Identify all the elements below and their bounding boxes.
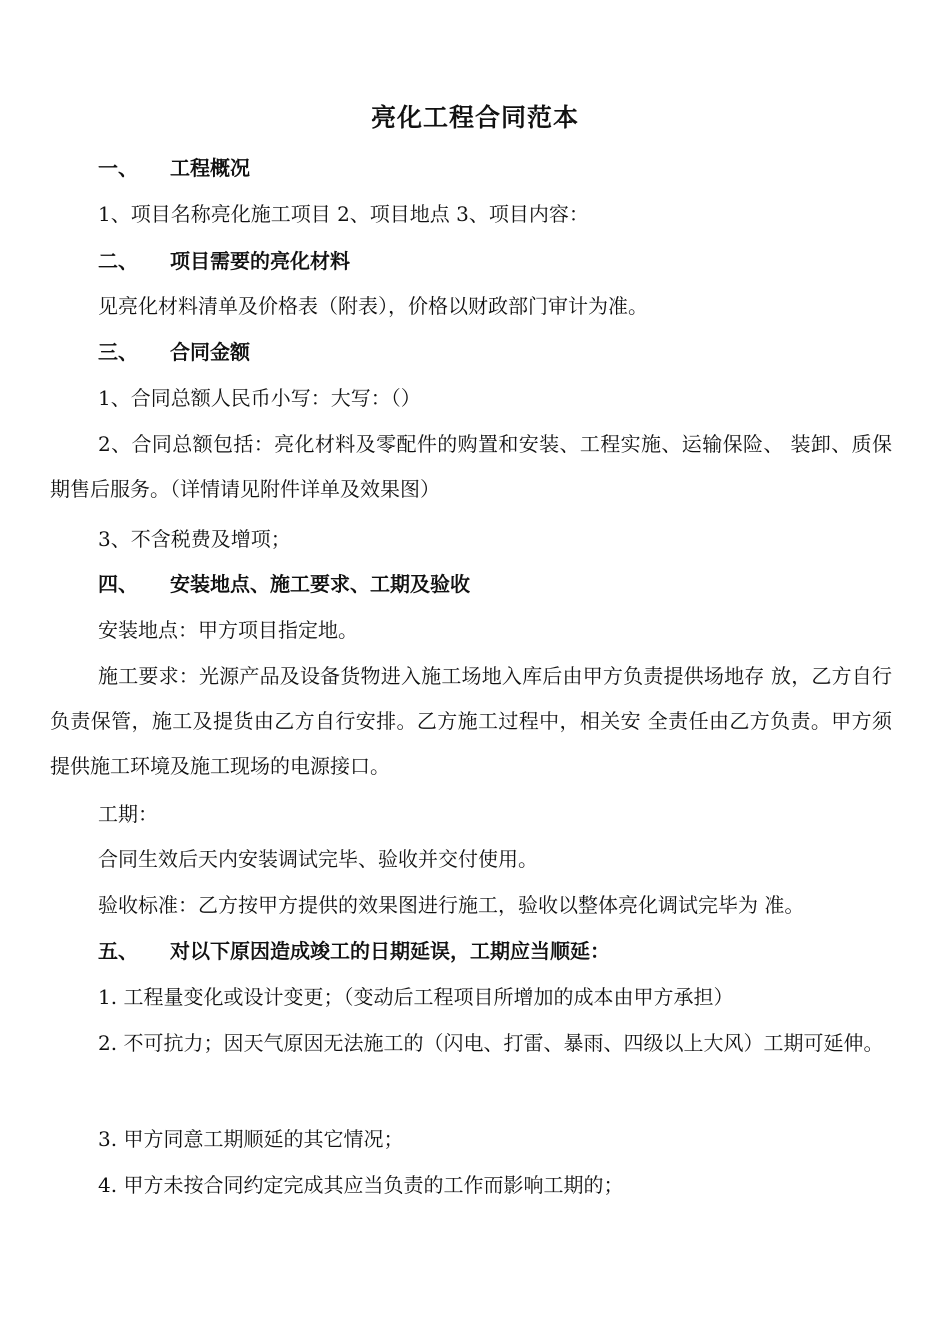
section-heading-3 (98, 338, 250, 366)
section-heading-5 (98, 937, 610, 965)
section-title: 对以下原因造成竣工的日期延误，工期应当顺延： (170, 939, 610, 963)
tax-exclusion-line: 3、不含税费及增项； (98, 527, 291, 551)
section-number: 二、 (98, 249, 138, 273)
materials-line: 见亮化材料清单及价格表（附表），价格以财政部门审计为准。 (98, 294, 648, 318)
section-title: 项目需要的亮化材料 (170, 249, 350, 273)
contract-amount-line: 1、合同总额人民币小写：大写：（） (98, 386, 421, 410)
construction-requirements-paragraph: 施工要求：光源产品及设备货物进入施工场地入库后由甲方负责提供场地存 放，乙方自行负责保管，施工及提货由乙方自行安排。乙方施工过程中，相关安 全责任由乙方负责。甲方须提供施工环境及施工现场的电源接口。 (50, 664, 892, 778)
section-heading-1 (98, 154, 250, 182)
section-number: 三、 (98, 340, 138, 364)
section-heading-4 (98, 570, 470, 598)
section-title: 安装地点、施工要求、工期及验收 (170, 572, 470, 596)
section-heading-2 (98, 247, 350, 275)
delay-reason-4: 4. 甲方未按合同约定完成其应当负责的工作而影响工期的； (98, 1173, 624, 1197)
section-number: 四、 (98, 572, 138, 596)
schedule-label-line: 工期： (98, 802, 158, 826)
delay-reason-3: 3. 甲方同意工期顺延的其它情况； (98, 1127, 404, 1151)
schedule-line: 合同生效后天内安装调试完毕、验收并交付使用。 (98, 847, 538, 871)
document-title: 亮化工程合同范本 (370, 103, 579, 132)
delay-reason-1: 1. 工程量变化或设计变更；（变动后工程项目所增加的成本由甲方承担） (98, 985, 734, 1009)
section-title: 工程概况 (170, 156, 250, 180)
delay-reason-2: 2. 不可抗力；因天气原因无法施工的（闪电、打雷、暴雨、四级以上大风）工期可延伸。 (98, 1031, 884, 1055)
section-number: 五、 (98, 939, 138, 963)
project-info-line: 1、项目名称亮化施工项目 2、项目地点 3、项目内容： (98, 202, 589, 226)
section-number: 一、 (98, 156, 138, 180)
section-title: 合同金额 (170, 340, 250, 364)
contract-scope-paragraph: 2、合同总额包括：亮化材料及零配件的购置和安装、工程实施、运输保险、 装卸、质保期售后服务。（详情请见附件详单及效果图） (50, 432, 892, 501)
install-location-line: 安装地点：甲方项目指定地。 (98, 618, 358, 642)
acceptance-standard-line: 验收标准：乙方按甲方提供的效果图进行施工，验收以整体亮化调试完毕为 准。 (98, 893, 805, 917)
